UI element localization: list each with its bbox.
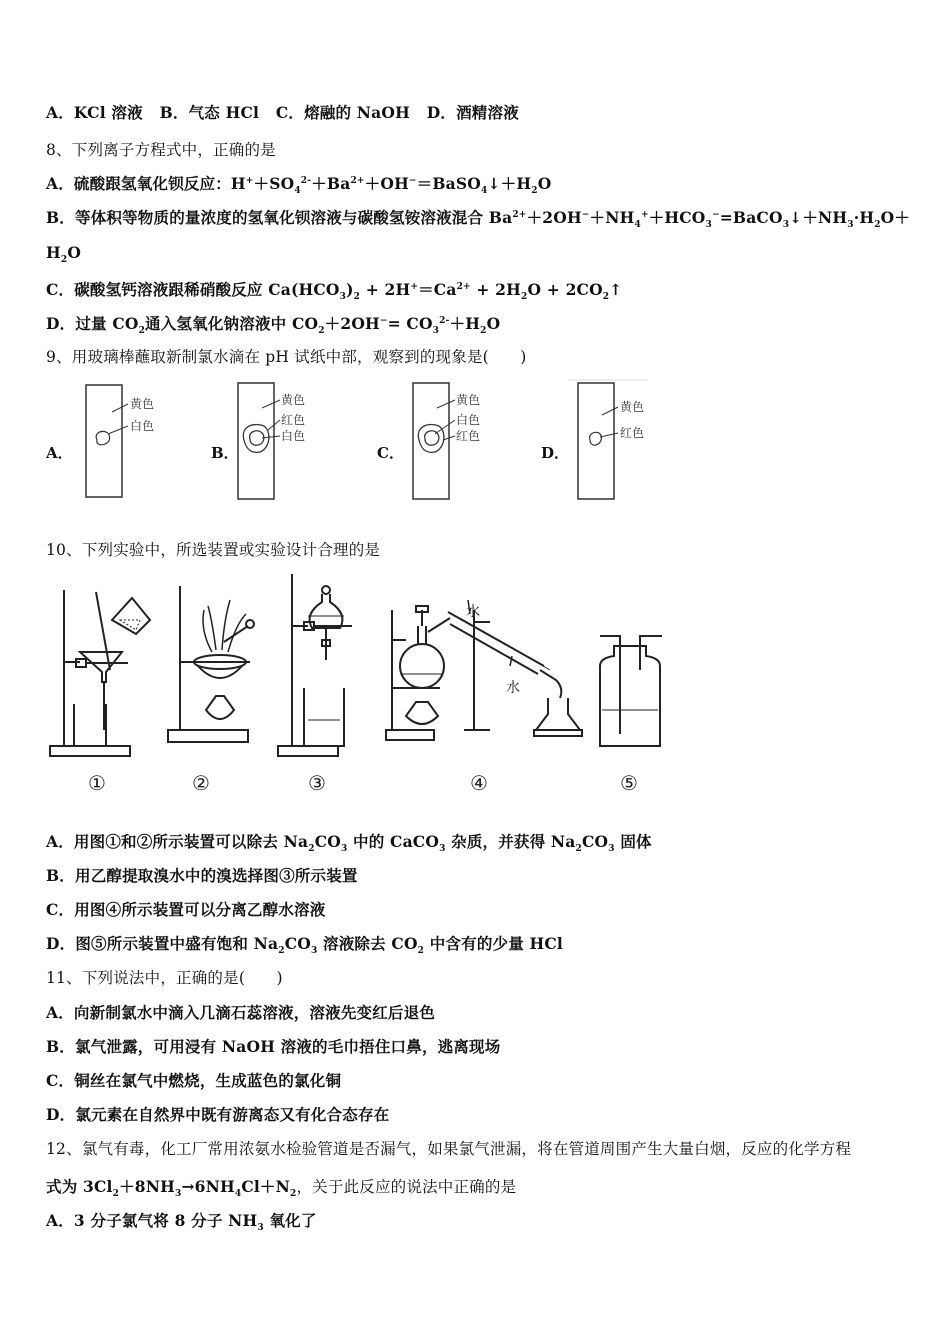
figure-number-5: ⑤ [620, 771, 638, 795]
q9-a-label-1: 黄色 [130, 397, 155, 411]
q7-option-d: D．酒精溶液 [426, 103, 519, 122]
q12-option-a: A．3 分子氯气将 8 分子 $NH_3$ 氧化了 [46, 1211, 317, 1234]
q9-b-label-2: 红色 [281, 413, 306, 427]
q9-option-c-label: C． [377, 444, 404, 462]
q11-option-a: A．向新制氯水中滴入几滴石蕊溶液，溶液先变红后退色 [46, 1003, 436, 1022]
q10-option-b: B．用乙醇提取溴水中的溴选择图③所示装置 [46, 866, 358, 885]
q9-stem: 9、用玻璃棒蘸取新制氯水滴在 pH 试纸中部，观察到的现象是( ) [46, 348, 527, 366]
q7-option-b: B．气态 HCl [159, 103, 260, 122]
q7-option-c: C．熔融的 NaOH [275, 103, 410, 122]
q8-option-d: D．过量 $CO_2$通入氢氧化钠溶液中 $CO_2+2OH^-= CO_3^{2-}+H_2O$ [46, 314, 501, 337]
q9-c-label-2: 白色 [456, 413, 481, 427]
q10-apparatus-figure [40, 570, 670, 800]
q9-option-d-label: D． [541, 444, 570, 462]
figure-number-4: ④ [470, 771, 488, 795]
q12-stem-line1: 12、氯气有毒，化工厂常用浓氨水检验管道是否漏气，如果氯气泄漏，将在管道周围产生大量白烟，反应的化学方程 [46, 1140, 852, 1158]
q8-option-b-cont: $H_2O$ [46, 243, 82, 266]
q8-option-c: C．碳酸氢钙溶液跟稀硝酸反应 $Ca(HCO_3)_2 + 2H^+=Ca^{2+} + 2H_2O$ + $2CO_2↑$ [46, 280, 623, 303]
q10-option-c: C．用图④所示装置可以分离乙醇水溶液 [46, 900, 326, 919]
q9-c-label-3: 红色 [456, 429, 481, 443]
q11-option-b: B．氯气泄露，可用浸有 NaOH 溶液的毛巾捂住口鼻，逃离现场 [46, 1037, 501, 1056]
q9-c-label-1: 黄色 [456, 393, 481, 407]
q9-d-label-2: 红色 [620, 426, 645, 440]
q7-options-row [46, 101, 519, 123]
q11-option-c: C．铜丝在氯气中燃烧，生成蓝色的氯化铜 [46, 1071, 342, 1090]
q9-a-label-2: 白色 [130, 419, 155, 433]
apparatus-2-evaporation [168, 586, 254, 742]
q8-option-a: A．硫酸跟氢氧化钡反应：$H^++SO_4^{2-}+Ba^{2+}+OH^-=BaSO_4↓+H_2O$ [46, 174, 552, 197]
q7-option-a: A．KCl 溶液 [46, 103, 143, 122]
apparatus-3-separatory-funnel [278, 574, 352, 756]
q9-option-c-diagram [411, 382, 501, 502]
q9-b-label-1: 黄色 [281, 393, 306, 407]
q11-option-d: D．氯元素在自然界中既有游离态又有化合态存在 [46, 1105, 390, 1124]
q9-b-label-3: 白色 [281, 429, 306, 443]
figure-number-3: ③ [308, 771, 326, 795]
q10-option-d: D．图⑤所示装置中盛有饱和 $Na_2CO_3$ 溶液除去 $CO_2$ 中含有的少量 HCl [46, 934, 564, 957]
apparatus-4-distillation [386, 600, 582, 740]
q9-option-b-diagram [236, 382, 326, 502]
q9-option-a-label: A． [46, 444, 73, 462]
q8-stem: 8、下列离子方程式中，正确的是 [46, 141, 276, 159]
q9-option-d-diagram [568, 379, 658, 503]
apparatus-1-filtration [50, 590, 150, 756]
figure-number-2: ② [192, 771, 210, 795]
q10-option-a: A．用图①和②所示装置可以除去 $Na_2CO_3$ 中的 CaCO$_3$ 杂质，并获得 $Na_2CO_3$ 固体 [46, 832, 652, 855]
q9-option-a-diagram [84, 384, 174, 500]
q10-stem: 10、下列实验中，所选装置或实验设计合理的是 [46, 541, 381, 559]
q12-stem-line2: 式为 $3Cl_2+8NH_3\to 6NH_4Cl+N_2$，关于此反应的说法中正确的是 [46, 1177, 517, 1200]
q8-option-b: B．等体积等物质的量浓度的氢氧化钡溶液与碳酸氢铵溶液混合 $Ba^{2+}+2OH^-+NH_4^++HCO_3^-=BaCO_3↓+NH_3\cdot H_2O+$ [46, 208, 911, 231]
q9-d-label-1: 黄色 [620, 400, 645, 414]
apparatus-5-gas-washing-bottle [600, 636, 662, 746]
water-label-2: 水 [506, 680, 520, 696]
q9-option-b-label: B． [211, 444, 239, 462]
water-label-1: 水 [466, 604, 480, 620]
figure-number-1: ① [88, 771, 106, 795]
q11-stem: 11、下列说法中，正确的是( ) [46, 969, 283, 987]
